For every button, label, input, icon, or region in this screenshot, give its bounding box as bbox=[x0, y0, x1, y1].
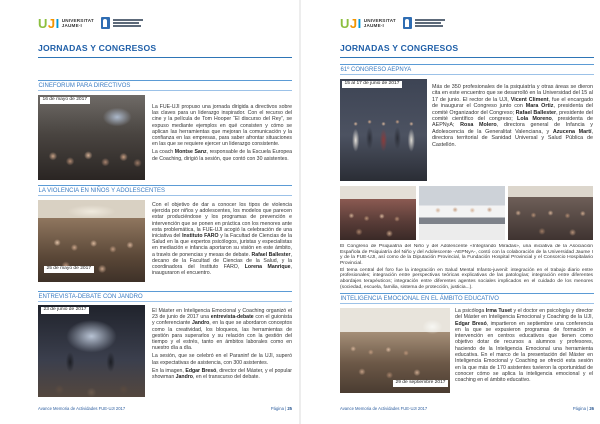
bold-text-run: Irma Tuset bbox=[485, 308, 512, 314]
partner-logo bbox=[403, 15, 445, 31]
text-run: La psicóloga bbox=[455, 308, 486, 314]
partner-wordmark bbox=[415, 19, 445, 26]
paragraph bbox=[152, 202, 292, 276]
logo-letter: I bbox=[357, 15, 362, 31]
date-label: 29 de septiembre 2017 bbox=[393, 380, 448, 387]
text-run: En la imagen, bbox=[152, 367, 186, 374]
bold-text-run: Lorena Manrique bbox=[244, 264, 291, 271]
logo-letter: U bbox=[38, 15, 48, 31]
uji-logo bbox=[38, 13, 143, 33]
bold-text-run: Jandro bbox=[191, 320, 210, 327]
uji-logo-mark bbox=[340, 17, 361, 30]
page-footer bbox=[38, 405, 292, 412]
text-run: y el doctor en psicología y director del Máster en Inteligencia Emocional y Coaching de la UJI, bbox=[455, 308, 593, 321]
section-text-cineforum bbox=[152, 104, 292, 180]
partner-emblem-icon bbox=[101, 17, 110, 29]
text-run: y la Facultad de Ciencias de la Salud en la que expertos psicólogos, juristas y especialistas en mediación e infancia aportaron su visión en este ámbito, a través de ponencias y mesas de debate. bbox=[152, 233, 292, 258]
section-text-inteligencia bbox=[455, 308, 593, 394]
photo-congreso-aepnya bbox=[340, 79, 427, 181]
logo-line-2: JAUME·I bbox=[61, 23, 83, 28]
congreso-photo-2 bbox=[419, 186, 505, 240]
bold-text-run: Rosa Molero bbox=[460, 122, 497, 129]
uji-logo-wordmark bbox=[364, 18, 396, 28]
footer-text: Avance Memoria de Actividades FUE-UJI 2017 bbox=[340, 406, 428, 411]
logo-letter: I bbox=[55, 15, 60, 31]
paragraph bbox=[152, 149, 292, 161]
page-number-block bbox=[573, 405, 594, 412]
paragraph: El tema central del foro fue la integración en Salud Mental Infanto-juvenil: integración en el trabajo diario entre profesionales; integración entre perspectivas teóricas explicativas de las patologías; integración entre diferentes abordajes terapéuticos; integración entre diferentes agentes sociales implicados en el cuidado de los menores (sociedad, escuela, familia, sistema de protección, justicia...). bbox=[340, 267, 593, 290]
text-run: , director del Máster, y el popular showman bbox=[152, 367, 292, 381]
logo-letter: U bbox=[340, 15, 350, 31]
photo-cineforum bbox=[38, 95, 145, 180]
text-run: El Máster en Inteligencia Emocional y Coaching organizó el 23 de junio de 2017 una bbox=[152, 308, 292, 321]
text-run: , impartieron en septiembre una conferencia en la que se expusieron programas de formación e intervención en centros educativos que tienen como objetivo dotar de recursos a alumnos y profesores, haciendo de la Inteligencia Emocional una herramienta educativa. En el marco de la presentación del Máster en Inteligencia Emocional y Coaching se ofreció esta sesión en la que más de 170 asistentes tuvieron la oportunidad de conocer cómo se aplica la inteligencia emocional y el coaching en el ámbito educativo. bbox=[455, 320, 593, 384]
uji-logo bbox=[340, 13, 445, 33]
page-right bbox=[301, 0, 600, 424]
bold-text-run: Instituto FARO bbox=[182, 233, 219, 240]
date-label: 23 de junio de 2017 bbox=[41, 307, 89, 314]
text-run: , presidenta de AEPNyA; bbox=[432, 116, 593, 129]
date-label: 16 de mayo de 2017 bbox=[40, 97, 90, 104]
bold-text-run: Rafael Ballester bbox=[251, 251, 291, 258]
title-rule bbox=[38, 57, 292, 58]
text-run: con el guionista y conferenciante bbox=[152, 314, 292, 327]
section-heading-inteligencia: INTELIGENCIA EMOCIONAL EN EL ÁMBITO EDUCATIVO bbox=[340, 293, 594, 304]
section-text-congreso bbox=[432, 84, 593, 182]
text-run: La FUE-UJI propuso una jornada dirigida a directivos sobre las claves para un liderazgo inspirador. Con el recurso del cine y la película de Tom Hooper “El discurso del Rey”, se expuso mediante ejemplos en qué consisten y cómo se aplican las herramientas que mejoran la comunicación y la confianza en las empresas, para saber afrontar situaciones en las que se requiere ejercer un liderazgo consistente. bbox=[152, 104, 292, 148]
paragraph bbox=[152, 353, 292, 365]
paragraph bbox=[152, 368, 292, 380]
bold-text-run: Jandro bbox=[175, 374, 193, 381]
uji-logo-wordmark bbox=[62, 18, 94, 28]
section-text-jandro bbox=[152, 308, 292, 398]
logo-line-1: UNIVERSITAT bbox=[363, 18, 396, 23]
text-run: , fue el encargado de inaugurar el Congreso junto con bbox=[432, 96, 593, 110]
title-rule bbox=[340, 57, 594, 58]
section-heading-violencia: LA VIOLENCIA EN NIÑOS Y ADOLESCENTES bbox=[38, 185, 292, 196]
bold-text-run: Montse Sanz bbox=[174, 149, 207, 156]
logo-letter: J bbox=[349, 15, 358, 31]
paragraph bbox=[152, 308, 292, 351]
bold-text-run: Azucena Martí bbox=[552, 128, 592, 135]
page-number-block bbox=[271, 405, 292, 412]
page-number: 26 bbox=[589, 406, 594, 411]
text-run: , directora territorial de Sanidad Universal y Salud Pública de Castellón. bbox=[432, 128, 593, 148]
text-run: , decano de la Facultad de Ciencias de la Salud, y la coordinadora del Instituto FARO, bbox=[152, 251, 292, 271]
paragraph bbox=[152, 104, 292, 147]
footer-text: Avance Memoria de Actividades FUE-UJI 2017 bbox=[38, 406, 126, 411]
bold-text-run: entrevista-debate bbox=[210, 314, 254, 321]
congreso-photo-3 bbox=[508, 186, 593, 240]
section-heading-congreso: 61º CONGRESO AEPNYA bbox=[340, 64, 594, 75]
bold-text-run: Edgar Bresó bbox=[185, 367, 217, 374]
page-footer bbox=[340, 405, 594, 412]
photo-jandro bbox=[38, 305, 145, 397]
congreso-notes bbox=[340, 244, 593, 292]
photo-inteligencia bbox=[340, 308, 450, 393]
logo-line-2: JAUME·I bbox=[363, 23, 385, 28]
text-run: , presidenta del comité Organizador del Congreso; bbox=[432, 103, 593, 116]
bold-text-run: Edgar Bresó bbox=[455, 320, 487, 327]
paragraph bbox=[455, 308, 593, 384]
text-run: Más de 350 profesionales de la psiquiatría y otras áreas se dieron cita en este encuentro que se desarrolló en la Universidad del 15 al 17 de junio. El rector de la UJI, bbox=[432, 84, 593, 103]
page-title: JORNADAS Y CONGRESOS bbox=[38, 43, 157, 53]
paragraph bbox=[432, 84, 593, 148]
page-number: 25 bbox=[287, 406, 292, 411]
section-heading-cineforum: CINEFORUM PARA DIRECTIVOS bbox=[38, 80, 292, 91]
text-run: La sesión, que se celebró en el Paraninf de la UJI, superó las expectativas de asistencia, con 300 asistentes. bbox=[152, 353, 292, 366]
congreso-photo-1 bbox=[340, 186, 416, 240]
logo-letter: J bbox=[47, 15, 56, 31]
page-label: Página | bbox=[572, 406, 590, 411]
partner-logo bbox=[101, 15, 143, 31]
text-run: La coach bbox=[152, 149, 175, 156]
paragraph: El Congreso de Psiquiatría del Niño y del Adolescente «Integrando Miradas», una iniciativa de la Asociación Española de Psiquiatría del Niño y del Adolescente -AEPNyA-, contó con la colaboración de la Universidad Jaume I y de la FUE-UJI, así como de la Diputación Provincial, la Fundación Hospital Provincial y el Consorcio Hospitalario Provincial. bbox=[340, 244, 593, 266]
section-text-violencia bbox=[152, 202, 292, 284]
partner-wordmark bbox=[113, 19, 143, 26]
text-run: , presidente del comité científico del congreso; bbox=[432, 109, 593, 123]
date-label: 25 de mayo de 2017 bbox=[44, 266, 94, 273]
page-label: Página | bbox=[270, 406, 288, 411]
page-left bbox=[0, 0, 299, 424]
logo-line-1: UNIVERSITAT bbox=[61, 18, 94, 23]
date-label: 15 al 17 de junio de 2017 bbox=[342, 81, 402, 88]
text-run: , en el transcurso del debate. bbox=[192, 374, 260, 381]
text-run: , en la que se abordaron conceptos como la creatividad, los bloqueos, las herramientas de gestión para superarlos y su relación con la gestión del tiempo y el estrés, tanto en ámbitos laborales como en nuestro día a día. bbox=[152, 320, 292, 352]
page-title: JORNADAS Y CONGRESOS bbox=[340, 43, 459, 53]
partner-emblem-icon bbox=[403, 17, 412, 29]
text-run: , directora general de Infancia y Adolescencia de la Generalitat Valenciana, y bbox=[432, 122, 593, 135]
bold-text-run: Lola Moreno bbox=[517, 116, 552, 123]
bold-text-run: Rafael Ballester bbox=[515, 109, 557, 116]
bold-text-run: Mara Ortiz bbox=[525, 103, 554, 110]
photo-violencia bbox=[38, 200, 145, 282]
text-run: , responsable de la Escuela Europea de Coaching, dirigió la sesión, que contó con 30 asistentes. bbox=[152, 149, 292, 162]
uji-logo-mark bbox=[38, 17, 59, 30]
text-run: Con el objetivo de dar a conocer los tipos de violencia ejercida por niños y adolescentes, los modelos que parecen estar produciéndose y los programas de prevención e intervención que se ponen en práctica con los menores ante esta problemática, la FUE-UJI acogió la celebración de una iniciativa del bbox=[152, 202, 292, 240]
bold-text-run: Vicent Climent bbox=[510, 96, 549, 103]
text-run: , inauguraron el encuentro. bbox=[152, 264, 292, 277]
section-heading-jandro: ENTREVISTA-DEBATE CON JANDRO bbox=[38, 291, 292, 302]
